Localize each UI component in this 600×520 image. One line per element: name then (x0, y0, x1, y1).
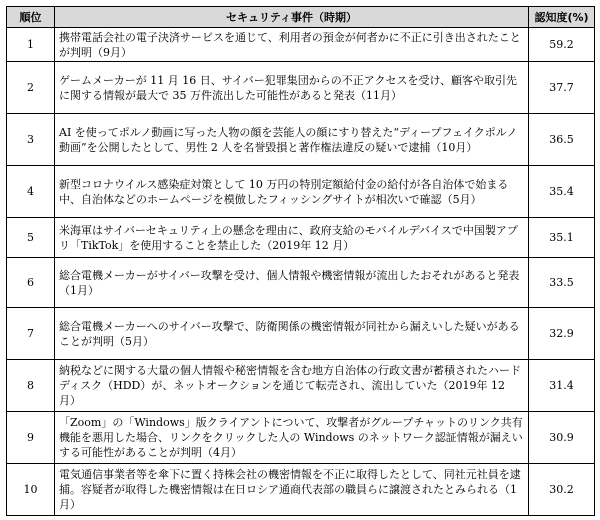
rank-cell: 7 (7, 308, 55, 360)
table-row (7, 28, 595, 62)
event-cell: 総合電機メーカーがサイバー攻撃を受け、個人情報や機密情報が流出したおそれがあると発表（1月） (55, 258, 529, 308)
rank-cell: 2 (7, 62, 55, 114)
event-cell: 納税などに関する大量の個人情報や秘密情報を含む地方自治体の行政文書が蓄積されたハードディスク（HDD）が、ネットオークションを通じて転売され、流出していた（2019年 12 月） (55, 360, 529, 412)
security-incident-table-container (6, 6, 594, 516)
security-incident-table (6, 6, 595, 516)
table-row (7, 166, 595, 218)
awareness-cell: 31.4 (529, 360, 595, 412)
rank-cell: 9 (7, 412, 55, 464)
event-cell: 電気通信事業者等を傘下に置く持株会社の機密情報を不正に取得したとして、同社元社員を逮捕。容疑者が取得した機密情報は在日ロシア通商代表部の職員らに譲渡されたとみられる（1月） (55, 464, 529, 516)
table-header-row (7, 7, 595, 28)
rank-cell: 8 (7, 360, 55, 412)
table-row (7, 308, 595, 360)
rank-cell: 10 (7, 464, 55, 516)
header-rank: 順位 (7, 7, 55, 28)
awareness-cell: 35.1 (529, 218, 595, 258)
table-row (7, 412, 595, 464)
awareness-cell: 37.7 (529, 62, 595, 114)
rank-cell: 5 (7, 218, 55, 258)
awareness-cell: 30.2 (529, 464, 595, 516)
rank-cell: 1 (7, 28, 55, 62)
rank-cell: 6 (7, 258, 55, 308)
event-cell: 「Zoom」の「Windows」版クライアントについて、攻撃者がグループチャットのリンク共有機能を悪用した場合、リンクをクリックした人の Windows のネットワーク認証情報が漏えいする可能性があることが判明（4月） (55, 412, 529, 464)
rank-cell: 3 (7, 114, 55, 166)
awareness-cell: 33.5 (529, 258, 595, 308)
table-row (7, 258, 595, 308)
header-event: セキュリティ事件（時期） (55, 7, 529, 28)
awareness-cell: 36.5 (529, 114, 595, 166)
event-cell: 米海軍はサイバーセキュリティ上の懸念を理由に、政府支給のモバイルデバイスで中国製アプリ「TikTok」を使用することを禁止した（2019年 12 月） (55, 218, 529, 258)
event-cell: AI を使ってポルノ動画に写った人物の顔を芸能人の顔にすり替えた“ディープフェイクポルノ動画”を公開したとして、男性 2 人を名誉毀損と著作権法違反の疑いで逮捕（10月） (55, 114, 529, 166)
awareness-cell: 30.9 (529, 412, 595, 464)
awareness-cell: 32.9 (529, 308, 595, 360)
awareness-cell: 35.4 (529, 166, 595, 218)
header-awareness: 認知度(%) (529, 7, 595, 28)
rank-cell: 4 (7, 166, 55, 218)
table-row (7, 464, 595, 516)
event-cell: 新型コロナウイルス感染症対策として 10 万円の特別定額給付金の給付が各自治体で始まる中、自治体などのホームページを模倣したフィッシングサイトが相次いで確認（5月） (55, 166, 529, 218)
table-row (7, 218, 595, 258)
event-cell: 総合電機メーカーへのサイバー攻撃で、防衛関係の機密情報が同社から漏えいした疑いがあることが判明（5月） (55, 308, 529, 360)
awareness-cell: 59.2 (529, 28, 595, 62)
table-row (7, 114, 595, 166)
event-cell: 携帯電話会社の電子決済サービスを通じて、利用者の預金が何者かに不正に引き出されたことが判明（9月） (55, 28, 529, 62)
table-body (7, 28, 595, 516)
event-cell: ゲームメーカーが 11 月 16 日、サイバー犯罪集団からの不正アクセスを受け、顧客や取引先に関する情報が最大で 35 万件流出した可能性があると発表（11月） (55, 62, 529, 114)
table-row (7, 360, 595, 412)
table-row (7, 62, 595, 114)
